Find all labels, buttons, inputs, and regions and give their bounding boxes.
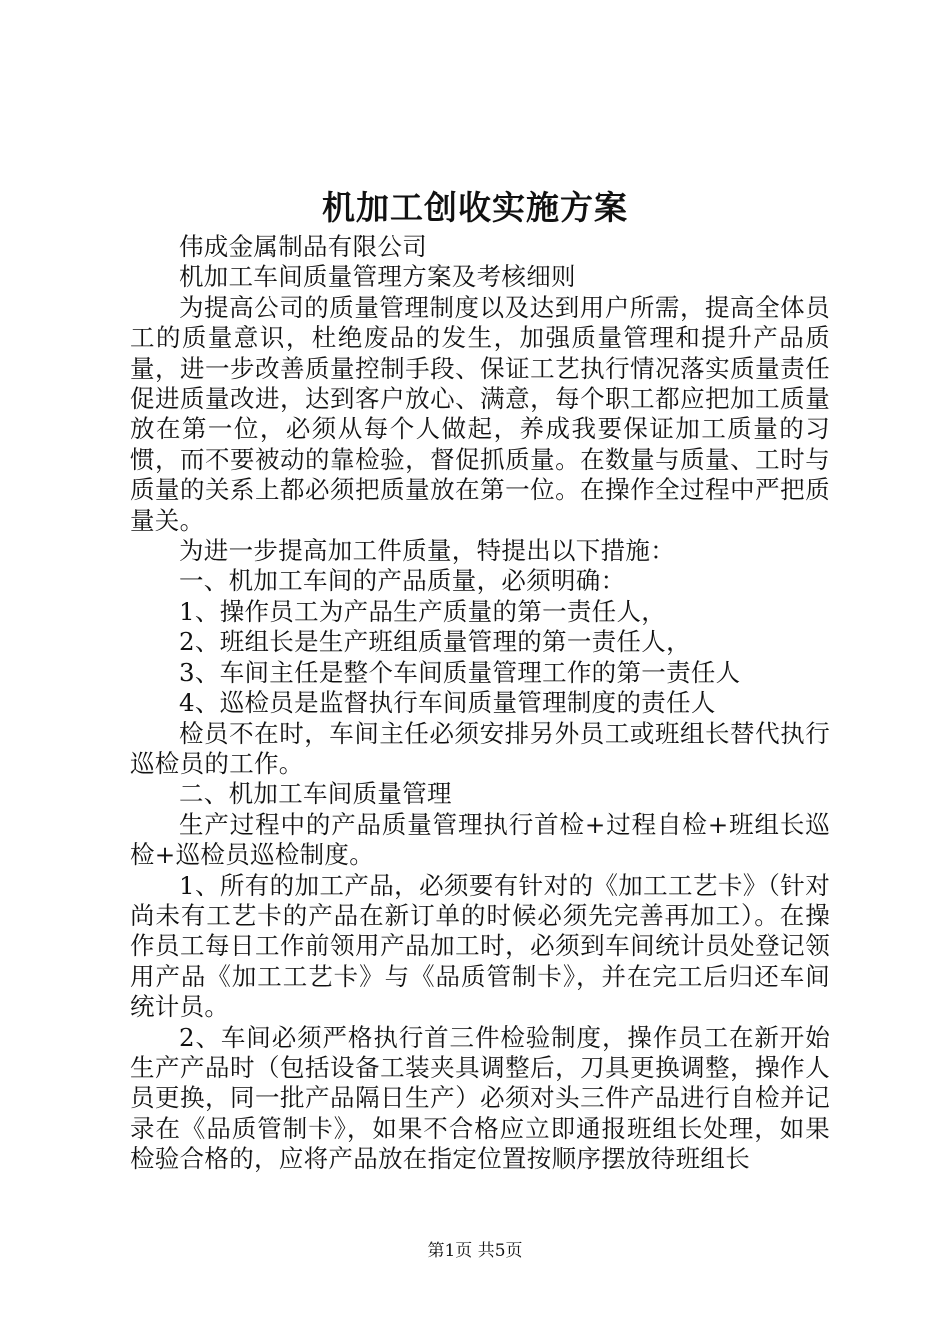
list-item: 3、车间主任是整个车间质量管理工作的第一责任人 <box>179 657 741 687</box>
document-body <box>130 232 830 1175</box>
page-number: 第1页 共5页 <box>427 1241 523 1261</box>
section-heading-1: 一、机加工车间的产品质量，必须明确： <box>179 566 626 596</box>
inspection-system-paragraph: 生产过程中的产品质量管理执行首检+过程自检+班组长巡检+巡检员巡检制度。 <box>130 809 830 870</box>
list-item: 1、操作员工为产品生产质量的第一责任人， <box>179 596 667 626</box>
list-item: 4、巡检员是监督执行车间质量管理制度的责任人 <box>179 688 716 718</box>
list-item: 2、班组长是生产班组质量管理的第一责任人， <box>179 627 691 657</box>
document-title: 机加工创收实施方案 <box>322 188 628 227</box>
rule-paragraph-2: 2、车间必须严格执行首三件检验制度，操作员工在新开始生产产品时（包括设备工装夹具调整后，刀具更换调整，操作人员更换，同一批产品隔日生产）必须对头三件产品进行自检并记录在《品质管制卡》，如果不合格应立即通报班组长处理，如果检验合格的，应将产品放在指定位置按顺序摆放待班组长 <box>130 1022 830 1174</box>
rule-paragraph-1: 1、所有的加工产品，必须要有针对的《加工工艺卡》（针对尚未有工艺卡的产品在新订单的时候必须先完善再加工）。在操作员工每日工作前领用产品加工时，必须到车间统计员处登记领用产品《加工工艺卡》与《品质管制卡》，并在完工后归还车间统计员。 <box>130 870 830 1022</box>
inspector-substitute-paragraph: 检员不在时，车间主任必须安排另外员工或班组长替代执行巡检员的工作。 <box>130 718 830 778</box>
document-subtitle: 机加工车间质量管理方案及考核细则 <box>179 262 576 292</box>
company-name: 伟成金属制品有限公司 <box>179 232 427 261</box>
section-heading-2: 二、机加工车间质量管理 <box>179 779 452 809</box>
measures-intro: 为进一步提高加工件质量，特提出以下措施： <box>179 536 675 566</box>
intro-paragraph: 为提高公司的质量管理制度以及达到用户所需，提高全体员工的质量意识，杜绝废品的发生，加强质量管理和提升产品质量，进一步改善质量控制手段、保证工艺执行情况落实质量责任促进质量改进，达到客户放心、满意，每个职工都应把加工质量放在第一位，必须从每个人做起，养成我要保证加工质量的习惯，而不要被动的靠检验，督促抓质量。在数量与质量、工时与质量的关系上都必须把质量放在第一位。在操作全过程中严把质量关。 <box>130 292 830 535</box>
